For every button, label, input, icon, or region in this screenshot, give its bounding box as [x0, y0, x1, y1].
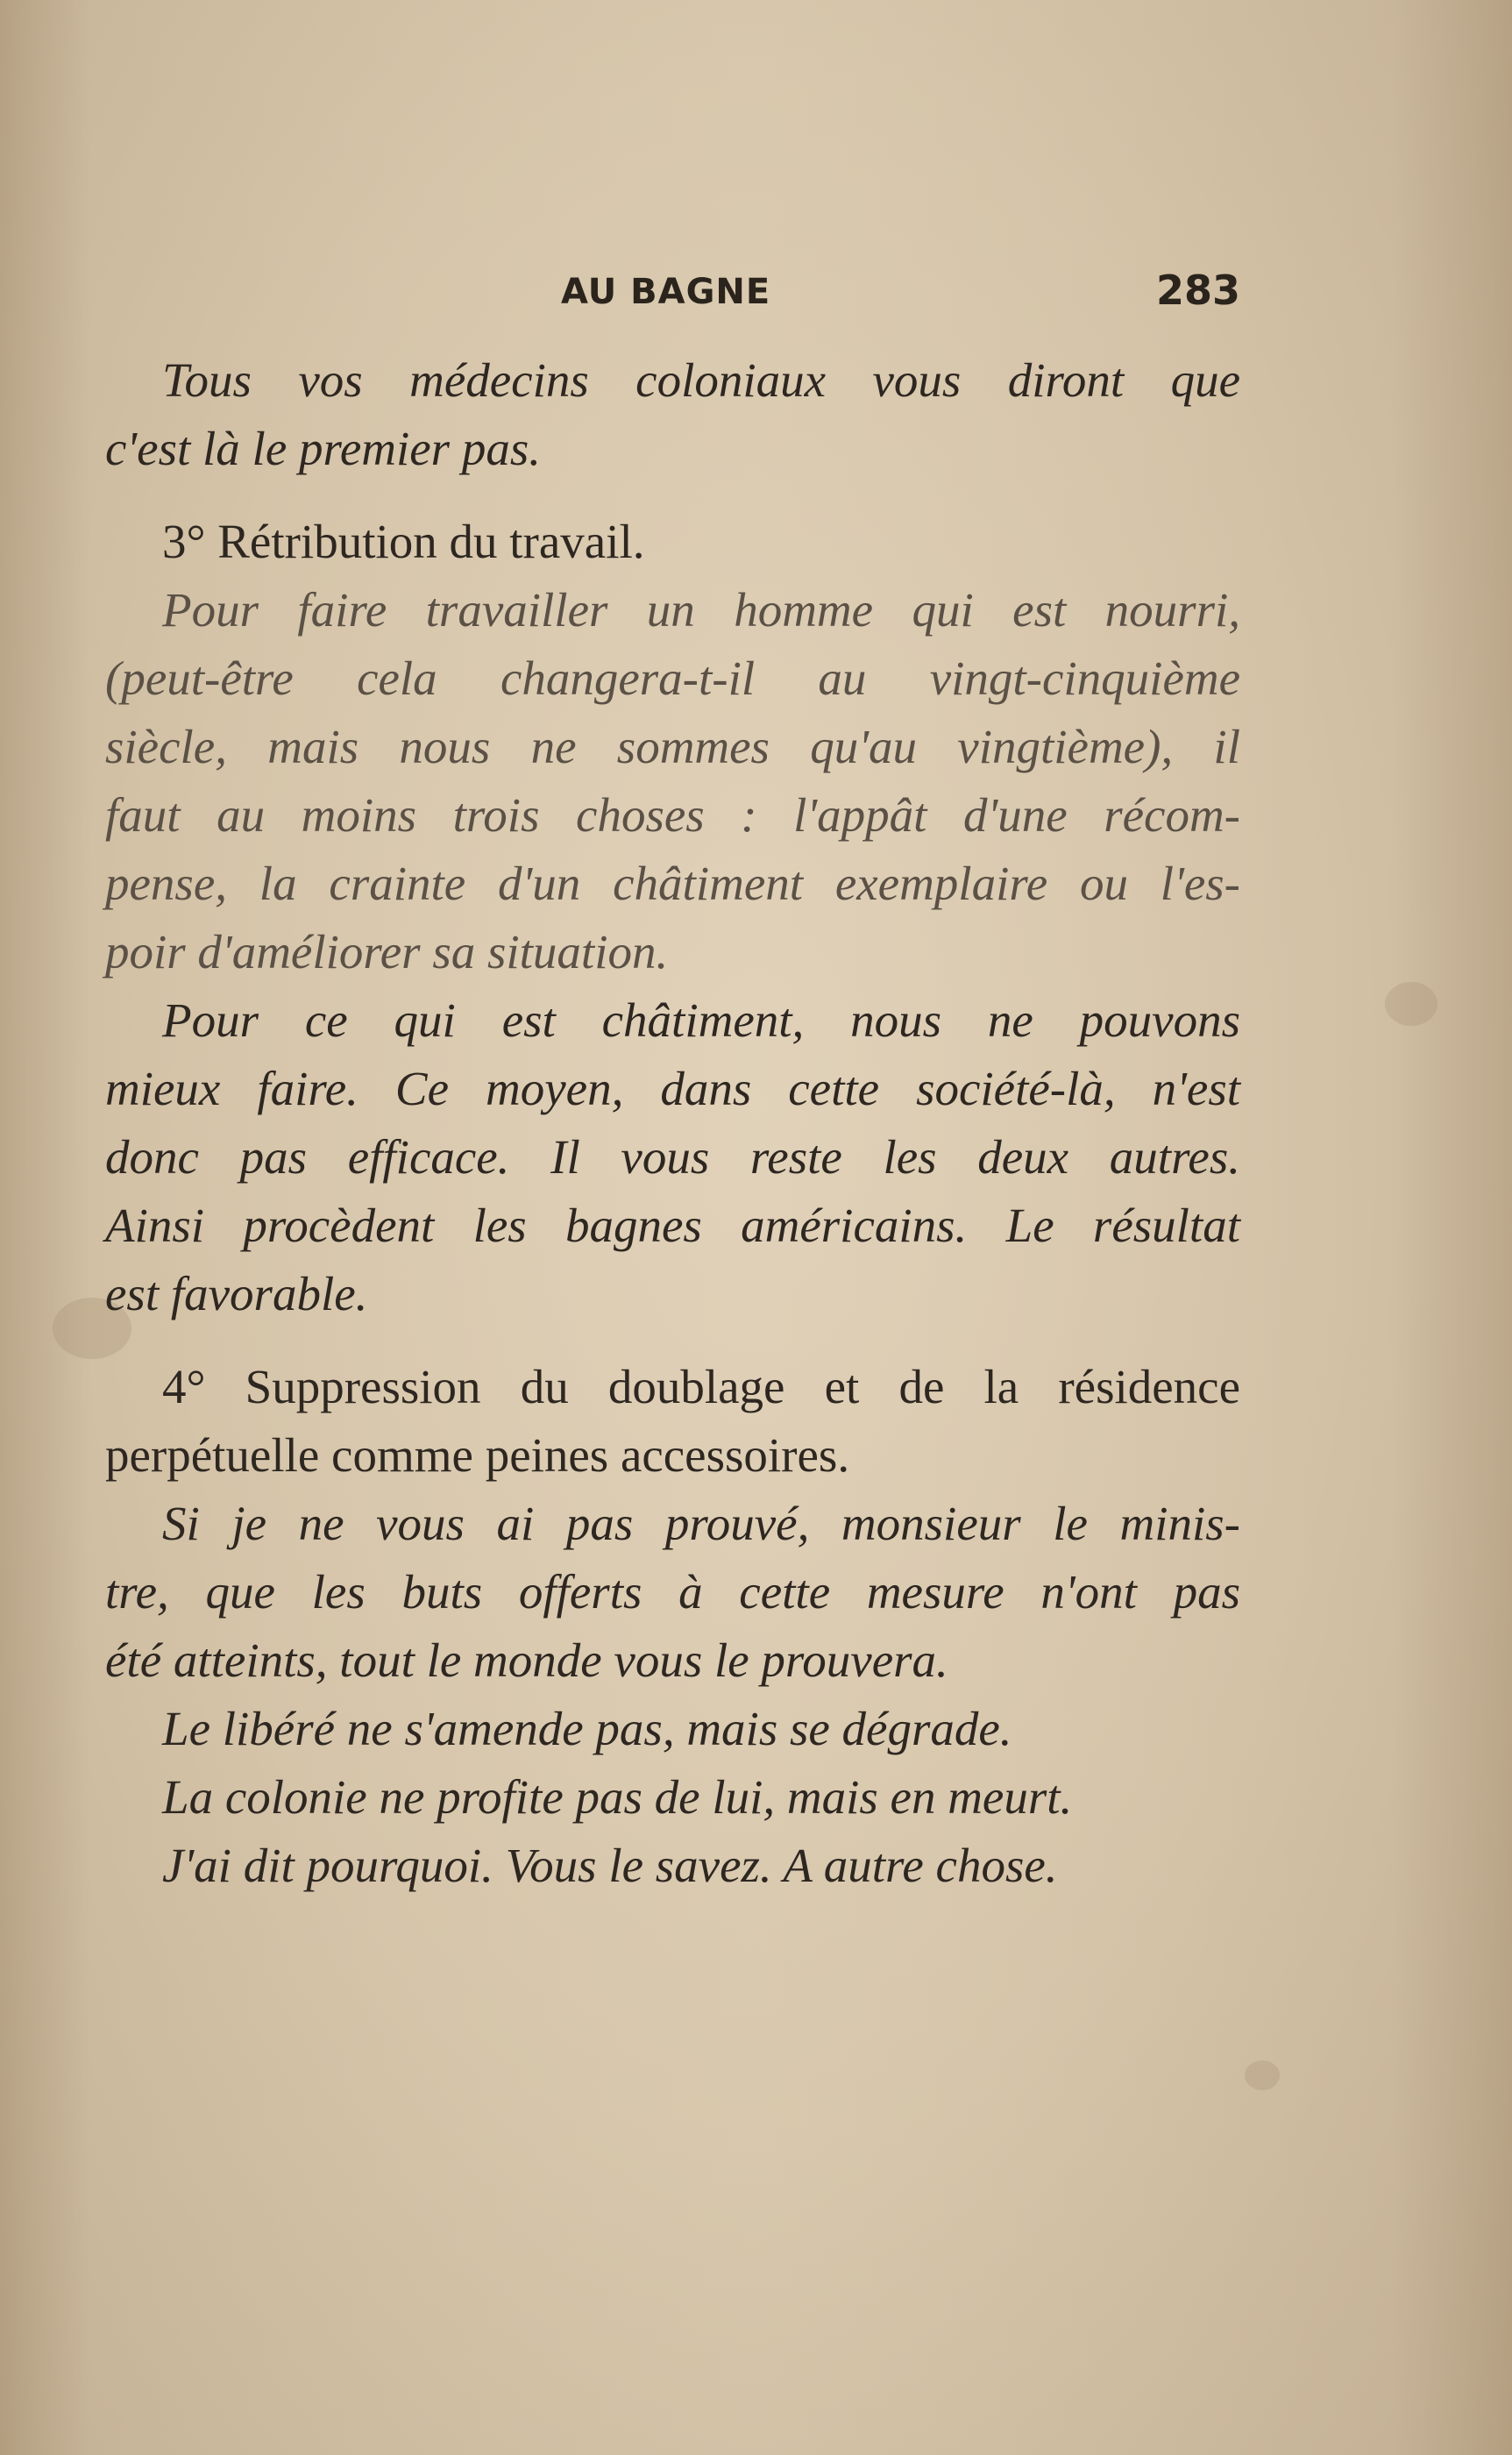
- text-line: siècle, mais nous ne sommes qu'au vingtième), il: [105, 720, 1240, 773]
- page-number: 283: [1155, 267, 1240, 314]
- paragraph-6: [105, 1490, 1240, 1695]
- paragraph-1: [105, 346, 1240, 483]
- paragraph-7: [105, 1695, 1240, 1763]
- text-line: pense, la crainte d'un châtiment exemplaire ou l'es-: [105, 857, 1240, 910]
- text-line: faut au moins trois choses : l'appât d'une récom-: [105, 788, 1240, 842]
- text-line: Ainsi procèdent les bagnes américains. Le résultat: [105, 1199, 1240, 1252]
- page-body: [105, 346, 1240, 1900]
- text-line: c'est là le premier pas.: [105, 422, 541, 475]
- paragraph-4: [105, 986, 1240, 1328]
- paper-stain: [1385, 982, 1437, 1026]
- section-heading: perpétuelle comme peines accessoires.: [105, 1428, 850, 1482]
- text-line: Pour faire travailler un homme qui est nourri,: [162, 583, 1240, 637]
- page-header: [105, 267, 1240, 324]
- section-heading: 4° Suppression du doublage et de la résidence: [162, 1360, 1240, 1413]
- paragraph-5: [105, 1353, 1240, 1490]
- text-line: J'ai dit pourquoi. Vous le savez. A autre chose.: [162, 1839, 1058, 1892]
- paragraph-gap: [105, 483, 1240, 508]
- paragraph-9: [105, 1832, 1240, 1900]
- paragraph-8: [105, 1763, 1240, 1832]
- text-line: (peut-être cela changera-t-il au vingt-cinquième: [105, 651, 1240, 705]
- section-heading: 3° Rétribution du travail.: [162, 515, 645, 568]
- text-line: mieux faire. Ce moyen, dans cette société-là, n'est: [105, 1062, 1240, 1115]
- text-line: Tous vos médecins coloniaux vous diront que: [162, 353, 1240, 407]
- paragraph-3: [105, 576, 1240, 986]
- text-line: donc pas efficace. Il vous reste les deux autres.: [105, 1130, 1240, 1184]
- text-line: Le libéré ne s'amende pas, mais se dégrade.: [162, 1702, 1012, 1755]
- text-line: est favorable.: [105, 1267, 368, 1320]
- text-line: été atteints, tout le monde vous le prouvera.: [105, 1633, 948, 1687]
- text-line: Pour ce qui est châtiment, nous ne pouvons: [162, 993, 1240, 1047]
- text-line: tre, que les buts offerts à cette mesure n'ont pas: [105, 1565, 1240, 1619]
- text-line: La colonie ne profite pas de lui, mais en meurt.: [162, 1770, 1073, 1824]
- paragraph-2: [105, 508, 1240, 576]
- running-title: AU BAGNE: [561, 272, 771, 312]
- paragraph-gap: [105, 1328, 1240, 1353]
- paper-stain: [1245, 2060, 1280, 2090]
- text-line: poir d'améliorer sa situation.: [105, 925, 669, 978]
- text-line: Si je ne vous ai pas prouvé, monsieur le minis-: [162, 1497, 1240, 1550]
